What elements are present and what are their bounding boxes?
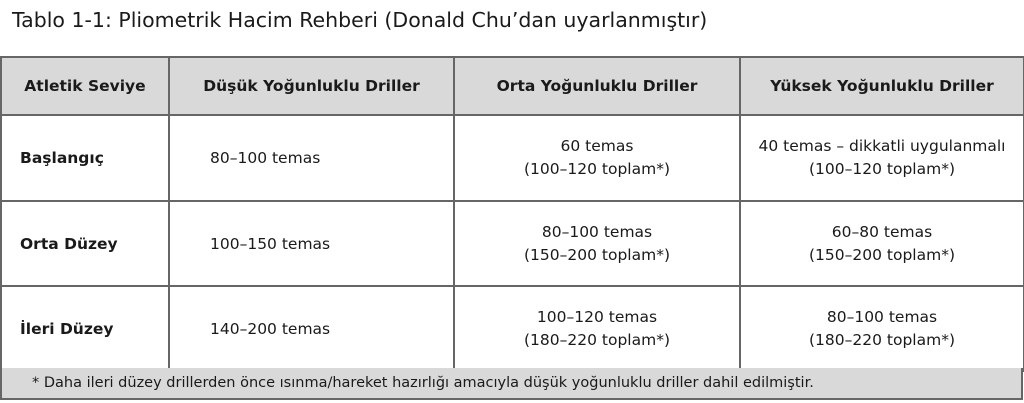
header-line: Atletik: [24, 77, 83, 95]
table-row: [1, 286, 1024, 371]
plyometric-volume-table: [0, 56, 1024, 372]
cell-line: (100–120 toplam*): [809, 160, 955, 178]
header-line: Driller: [642, 77, 698, 95]
cell-line: 60–80 temas: [831, 222, 933, 241]
cell-line: (150–200 toplam*): [524, 245, 670, 264]
row-label-advanced: İleri Düzey: [1, 286, 169, 371]
cell-medium-intensity: [454, 115, 740, 201]
header-high-intensity: [740, 57, 1024, 115]
row-label-beginner: Başlangıç: [1, 115, 169, 201]
cell-medium-intensity: [454, 286, 740, 371]
header-line: Seviye: [87, 77, 146, 95]
cell-line: (180–220 toplam*): [809, 330, 955, 349]
header-line: Orta Yoğunluklu: [496, 77, 638, 95]
header-line: Yüksek Yoğunluklu: [770, 77, 934, 95]
cell-line: (100–120 toplam*): [524, 160, 670, 178]
cell-high-intensity: [740, 286, 1024, 371]
table-header-row: [1, 57, 1024, 115]
cell-line: 80–100 temas: [826, 307, 938, 326]
table-footnote: * Daha ileri düzey drillerden önce ısınma/hareket hazırlığı amacıyla düşük yoğunluklu driller dahil edilmiştir.: [0, 368, 1023, 400]
cell-medium-intensity: [454, 201, 740, 286]
table-row: [1, 115, 1024, 201]
cell-low-intensity: 100–150 temas: [169, 201, 454, 286]
header-line: Driller: [365, 77, 420, 95]
cell-line: (150–200 toplam*): [809, 245, 955, 264]
header-line: Düşük Yoğunluklu: [203, 77, 360, 95]
row-label-intermediate: Orta Düzey: [1, 201, 169, 286]
cell-line: (180–220 toplam*): [524, 330, 670, 349]
cell-line: 100–120 temas: [536, 307, 658, 326]
page-title: Tablo 1-1: Pliometrik Hacim Rehberi (Donald Chu’dan uyarlanmıştır): [12, 8, 708, 32]
cell-low-intensity: 140–200 temas: [169, 286, 454, 371]
cell-low-intensity: 80–100 temas: [169, 115, 454, 201]
header-line: Driller: [939, 77, 994, 95]
header-low-intensity: [169, 57, 454, 115]
table-row: [1, 201, 1024, 286]
cell-high-intensity: [740, 201, 1024, 286]
cell-line: 60 temas: [560, 137, 634, 155]
cell-high-intensity: [740, 115, 1024, 201]
header-medium-intensity: [454, 57, 740, 115]
cell-line: 80–100 temas: [541, 222, 653, 241]
cell-line: 40 temas – dikkatli uygulanmalı: [758, 137, 1006, 155]
header-athletic-level: [1, 57, 169, 115]
